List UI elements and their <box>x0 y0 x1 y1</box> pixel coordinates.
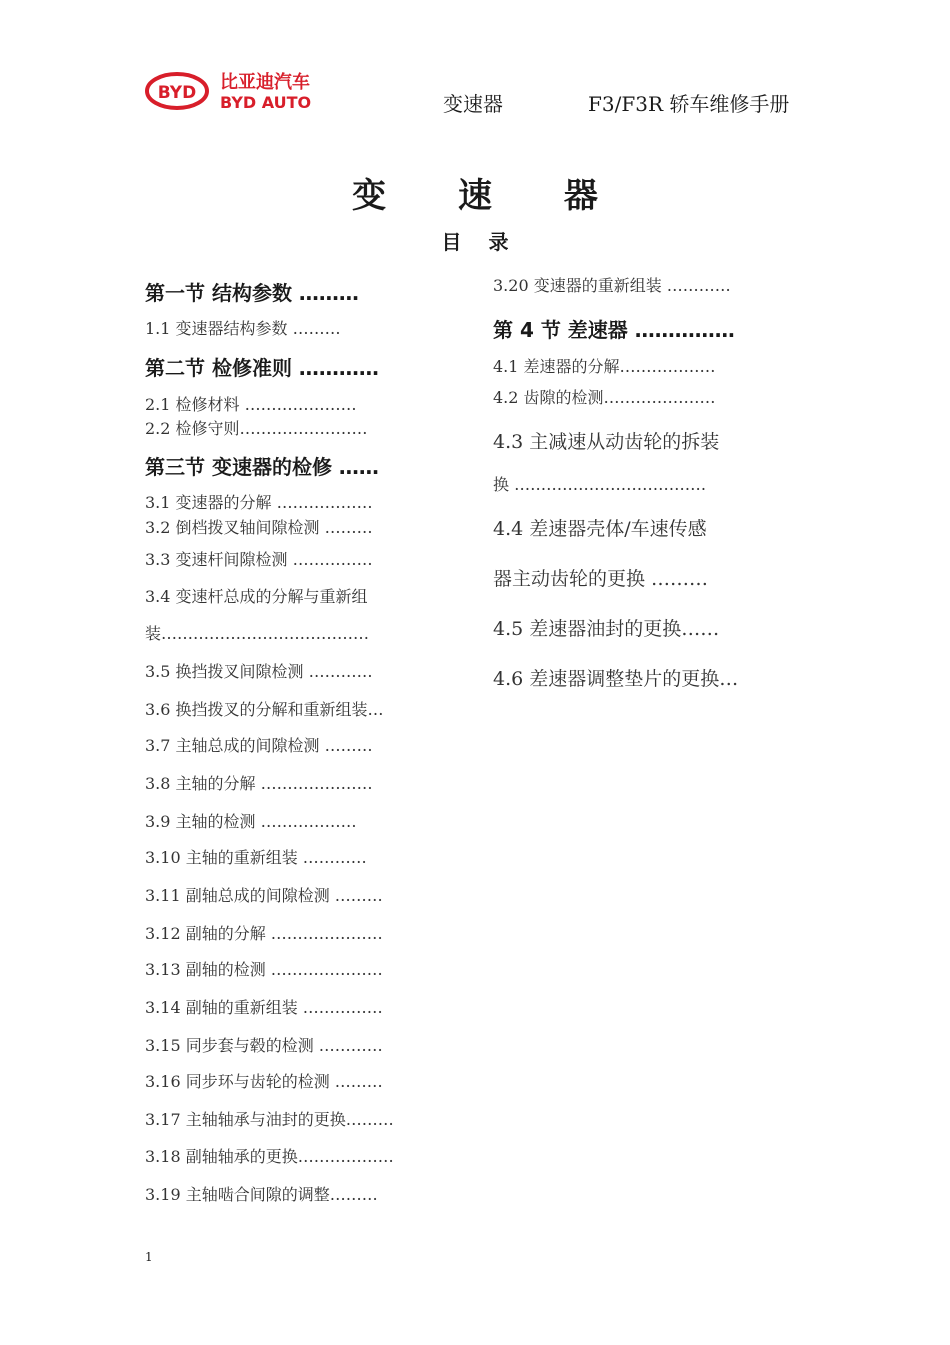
toc-item: 3.14 副轴的重新组装 …………… <box>145 998 383 1017</box>
toc-heading: 目 录 <box>441 230 519 254</box>
page-title: 变 速 器 <box>352 176 628 216</box>
toc-item: 3.7 主轴总成的间隙检测 ……… <box>145 736 373 755</box>
toc-item: 2.1 检修材料 ………………… <box>145 395 357 414</box>
toc-item: 4.5 差速器油封的更换…… <box>493 618 720 640</box>
toc-item: 3.13 副轴的检测 ………………… <box>145 960 383 979</box>
toc-item: 3.20 变速器的重新组装 ………… <box>493 276 731 295</box>
toc-item: 4.1 差速器的分解……………… <box>493 357 716 376</box>
toc-item: 1.1 变速器结构参数 ……… <box>145 319 341 338</box>
toc-item: 3.1 变速器的分解 ……………… <box>145 493 373 512</box>
toc-item: 3.4 变速杆总成的分解与重新组 <box>145 587 368 606</box>
toc-item: 3.19 主轴啮合间隙的调整……… <box>145 1185 378 1204</box>
toc-item: 3.2 倒档拨叉轴间隙检测 ……… <box>145 518 373 537</box>
toc-item: 3.16 同步环与齿轮的检测 ……… <box>145 1072 383 1091</box>
toc-item: 3.18 副轴轴承的更换……………… <box>145 1147 394 1166</box>
toc-item: 3.15 同步套与毂的检测 ………… <box>145 1036 383 1055</box>
toc-item: 3.3 变速杆间隙检测 …………… <box>145 550 373 569</box>
toc-item: 3.9 主轴的检测 ……………… <box>145 812 357 831</box>
toc-section-2: 第二节 检修准则 ………… <box>145 356 379 380</box>
toc-section-4: 第 4 节 差速器 …………… <box>493 318 735 342</box>
toc-item: 3.11 副轴总成的间隙检测 ……… <box>145 886 383 905</box>
toc-item: 3.17 主轴轴承与油封的更换……… <box>145 1110 394 1129</box>
toc-item: 3.5 换挡拨叉间隙检测 ………… <box>145 662 373 681</box>
toc-item: 2.2 检修守则…………………… <box>145 419 368 438</box>
logo-cn-text: 比亚迪汽车 <box>220 72 310 93</box>
logo-en-text: BYD AUTO <box>220 93 312 112</box>
toc-item: 3.10 主轴的重新组装 ………… <box>145 848 367 867</box>
toc-item: 换 ……………………………… <box>493 475 707 494</box>
toc-item: 3.12 副轴的分解 ………………… <box>145 924 383 943</box>
logo-mark: BYD <box>157 83 197 103</box>
page-number: 1 <box>145 1250 153 1264</box>
toc-section-3: 第三节 变速器的检修 …… <box>145 455 379 479</box>
toc-item: 3.6 换挡拨叉的分解和重新组装… <box>145 700 384 719</box>
toc-item: 4.4 差速器壳体/车速传感 <box>493 518 707 540</box>
toc-item: 器主动齿轮的更换 ……… <box>493 568 709 590</box>
toc-item: 4.3 主减速从动齿轮的拆装 <box>493 431 720 453</box>
byd-auto-logo <box>145 68 335 114</box>
header-manual-title: F3/F3R 轿车维修手册 <box>588 92 790 116</box>
toc-item: 装………………………………… <box>145 624 370 643</box>
toc-item: 4.2 齿隙的检测………………… <box>493 388 716 407</box>
toc-item: 4.6 差速器调整垫片的更换… <box>493 668 739 690</box>
toc-item: 3.8 主轴的分解 ………………… <box>145 774 373 793</box>
toc-section-1: 第一节 结构参数 ……… <box>145 281 359 305</box>
header-section: 变速器 <box>443 92 503 116</box>
